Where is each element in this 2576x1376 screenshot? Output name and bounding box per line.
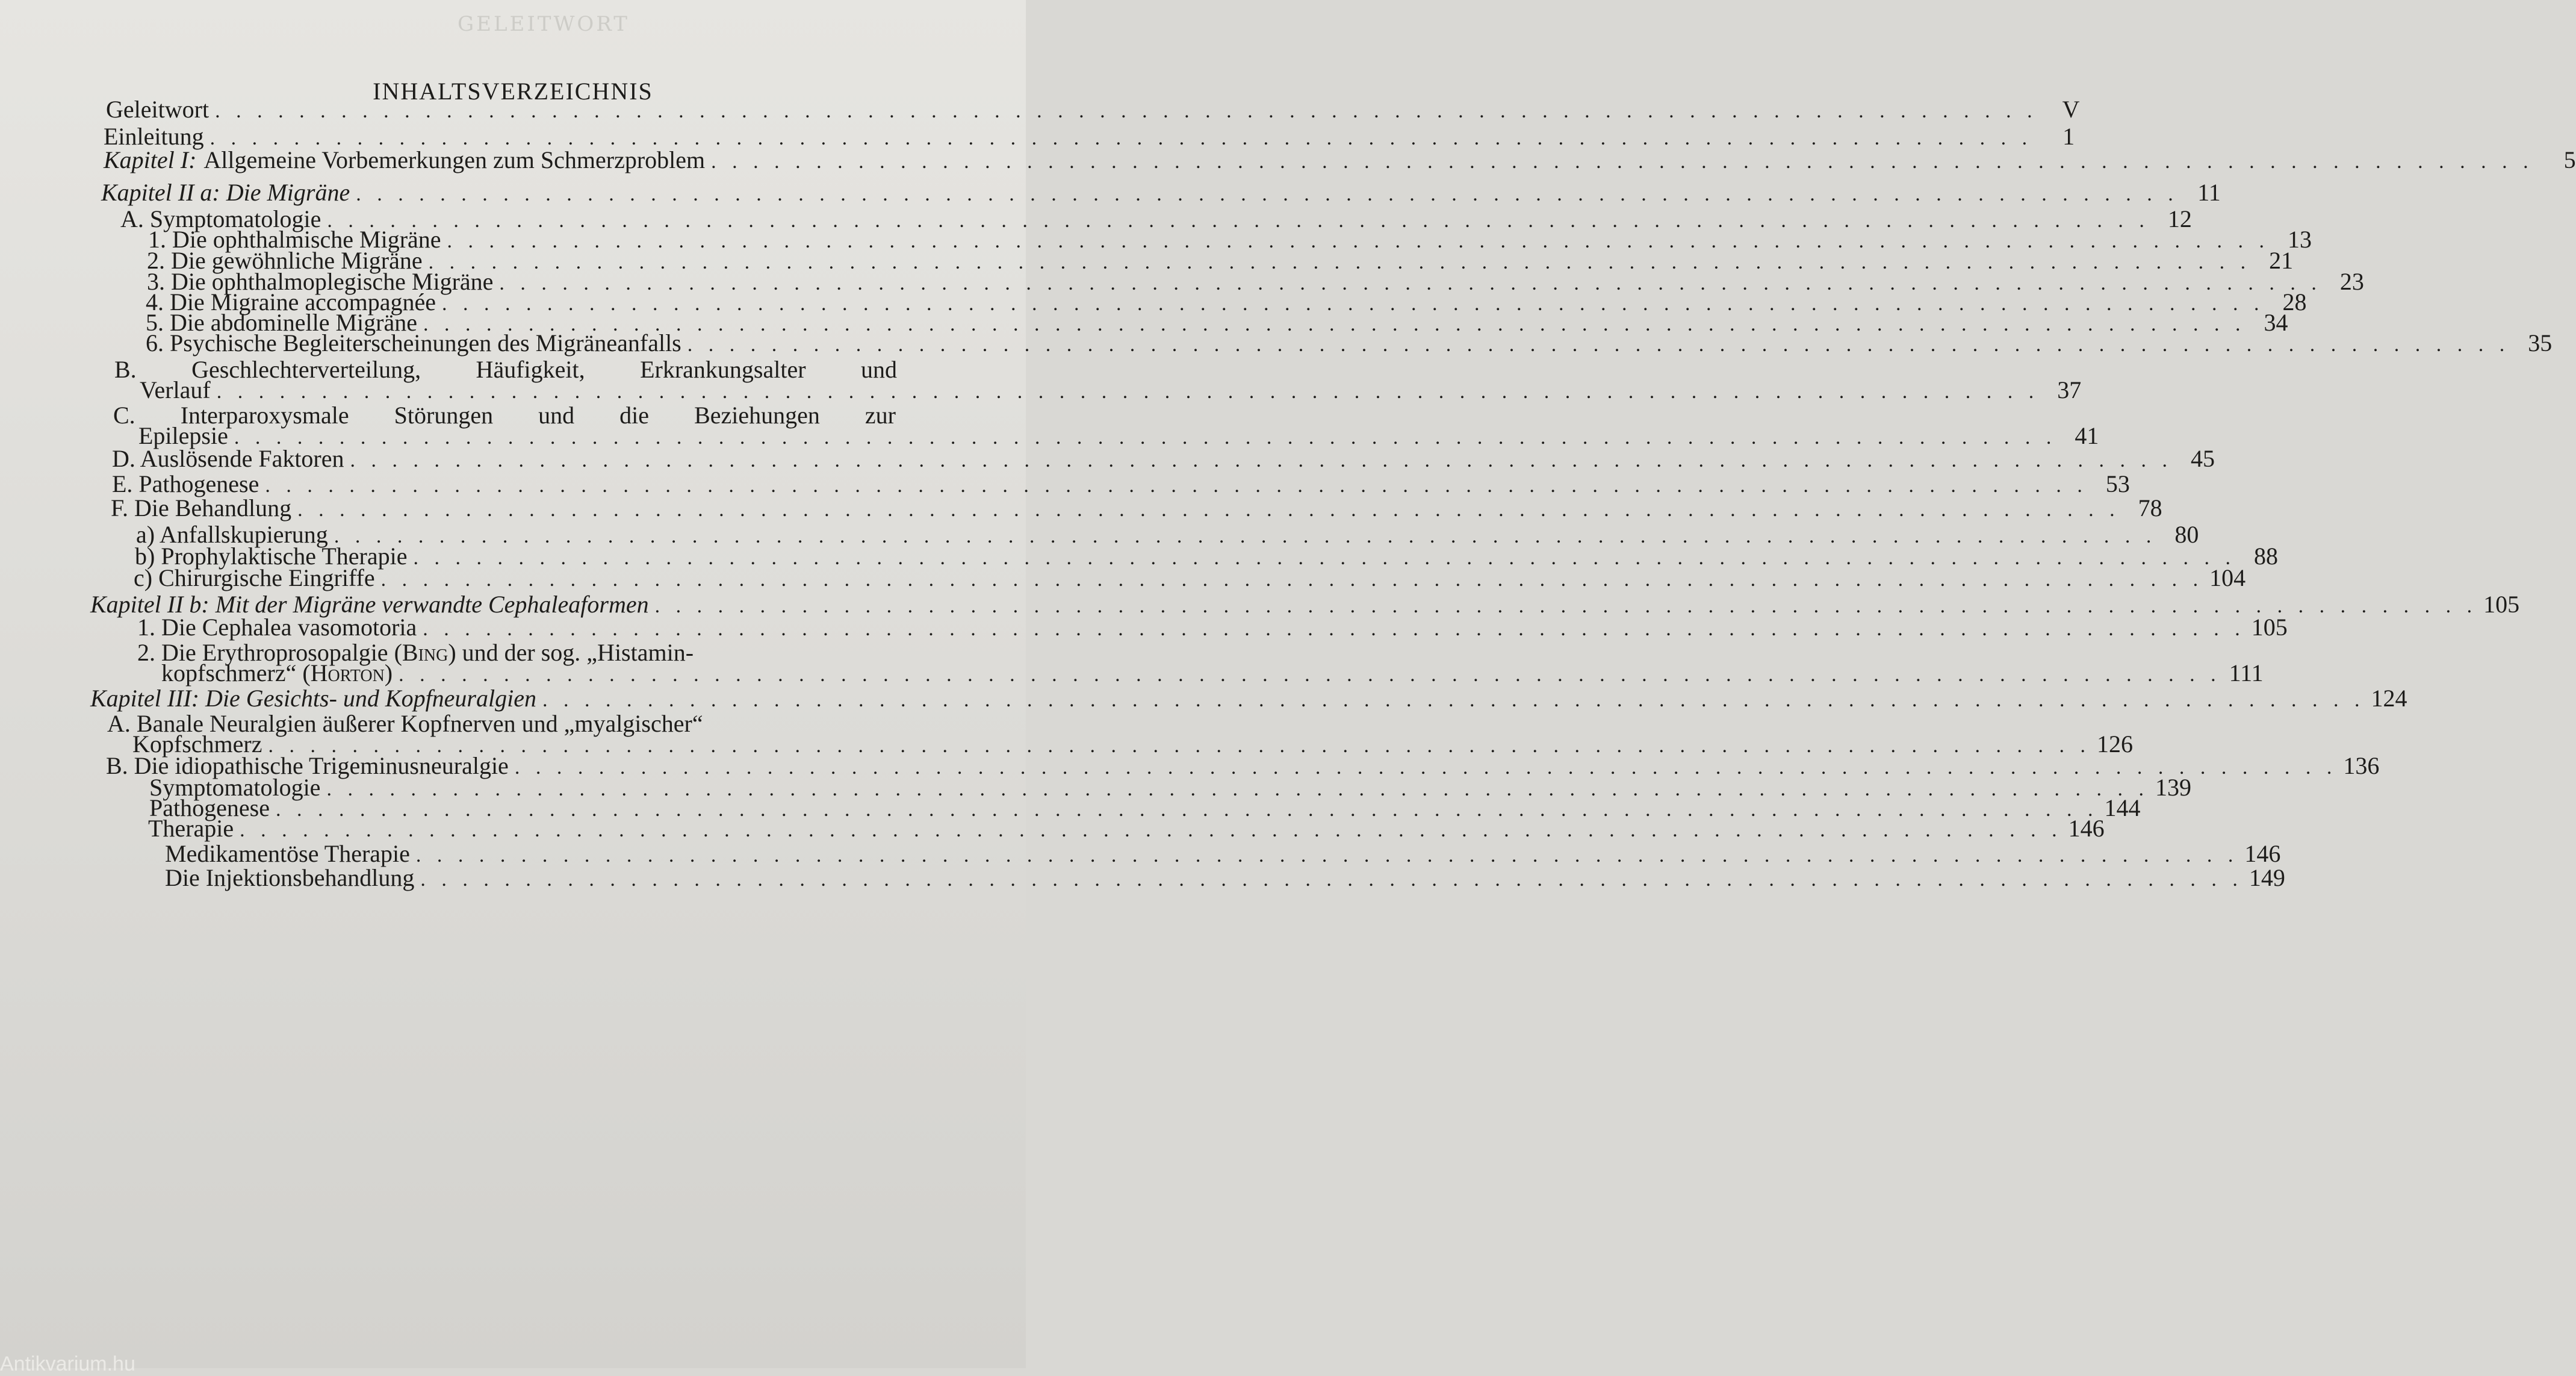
leader-dots: . . . . . . . . . . . . . . . . . . . . . . . . . . . . . . . . . . . . . . . . . . . . . . . . . . . . . . . . . . . . . . . . . . . . . . . . . . . . . . . . . . . . . . . xyxy=(542,689,2365,711)
leader-dots: . . . . . . . . . . . . . . . . . . . . . . . . . . . . . . . . . . . . . . . . . . . . . . . . . . . . . . . . . . . . . . . . . . . . . . . . . . . . . . . . . . . . . . . xyxy=(380,568,2204,591)
toc-entry-page: 34 xyxy=(2264,309,2288,336)
leader-dots: . . . . . . . . . . . . . . . . . . . . . . . . . . . . . . . . . . . . . . . . . . . . . . . . . . . . . . . . . . . . . . . . . . . . . . . . . . . . . . . . . . . . . . . xyxy=(499,272,2322,294)
toc-entry-page: 111 xyxy=(2229,659,2264,686)
toc-entry-page: 41 xyxy=(2075,422,2099,449)
toc-entry-k3b3b[interactable] xyxy=(165,864,2285,894)
toc-entry-page: 104 xyxy=(2209,564,2246,591)
leader-dots: . . . . . . . . . . . . . . . . . . . . . . . . . . . . . . . . . . . . . . . . . . . . . . . . . . . . . . . . . . . . . . . . . . . . . . . . . . . . . . . . . . . . . . . xyxy=(399,664,2221,686)
leader-dots: . . . . . . . . . . . . . . . . . . . . . . . . . . . . . . . . . . . . . . . . . . . . . . . . . . . . . . . . . . . . . . . . . . . . . . . . . . . . . . . . . . . . . . . xyxy=(265,475,2088,497)
toc-entry-page: 149 xyxy=(2249,864,2285,891)
toc-entry-label: A. Banale Neuralgien äußerer Kopfnerven und „myalgischer“ xyxy=(107,710,703,737)
toc-entry-label: Die Injektionsbehandlung xyxy=(165,864,415,891)
leader-dots: . . . . . . . . . . . . . . . . . . . . . . . . . . . . . . . . . . . . . . . . . . . . . . . . . . . . . . . . . . . . . . . . . . . . . . . . . . . . . . . . . . . . . . . xyxy=(423,313,2246,335)
toc-entry-label: 1. Die Cephalea vasomotoria xyxy=(137,614,417,641)
leader-dots: . . . . . . . . . . . . . . . . . . . . . . . . . . . . . . . . . . . . . . . . . . . . . . . . . . . . . . . . . . . . . . . . . . . . . . . . . . . . . . . . . . . . . . . xyxy=(428,251,2252,273)
leader-dots: . . . . . . . . . . . . . . . . . . . . . . . . . . . . . . . . . . . . . . . . . . . . . . . . . . . . . . . . . . . . . . . . . . . . . . . . . . . . . . . . . . . . . . . xyxy=(209,127,2033,149)
leader-dots: . . . . . . . . . . . . . . . . . . . . . . . . . . . . . . . . . . . . . . . . . . . . . . . . . . . . . . . . . . . . . . . . . . . . . . . . . . . . . . . . . . . . . . . xyxy=(442,293,2265,315)
toc-entry-label: Pathogenese xyxy=(149,794,270,821)
toc-entry-label: Symptomatologie xyxy=(149,774,321,801)
toc-entry-page: 21 xyxy=(2269,247,2294,274)
leader-dots: . . . . . . . . . . . . . . . . . . . . . . . . . . . . . . . . . . . . . . . . . . . . . . . . . . . . . . . . . . . . . . . . . . . . . . . . . . . . . . . . . . . . . . . xyxy=(423,618,2245,640)
toc-entry-page: 45 xyxy=(2191,445,2215,472)
leader-dots: . . . . . . . . . . . . . . . . . . . . . . . . . . . . . . . . . . . . . . . . . . . . . . . . . . . . . . . . . . . . . . . . . . . . . . . . . . . . . . . . . . . . . . . xyxy=(514,756,2338,779)
author-name: Bing xyxy=(402,639,448,666)
toc-entry-page: 139 xyxy=(2155,774,2191,801)
toc-entry-label: 2. Die gewöhnliche Migräne xyxy=(147,247,423,274)
toc-entry-label: Kopfschmerz xyxy=(132,730,262,758)
toc-entry-label: 3. Die ophthalmoplegische Migräne xyxy=(147,268,494,295)
toc-entry-page: 53 xyxy=(2105,470,2130,497)
toc-entry-page: 35 xyxy=(2528,329,2553,356)
leader-dots: . . . . . . . . . . . . . . . . . . . . . . . . . . . . . . . . . . . . . . . . . . . . . . . . . . . . . . . . . . . . . . . . . . . . . . . . . . . . . . . . . . . . . . . xyxy=(297,499,2120,521)
toc-entry-page: 13 xyxy=(2288,226,2312,253)
toc-entry-page: 146 xyxy=(2244,840,2281,867)
toc-entry-page: 144 xyxy=(2104,794,2141,821)
toc-entry-label: Kapitel II a: Die Migräne xyxy=(101,179,350,206)
author-name: Horton xyxy=(310,659,385,686)
toc-entry-label: E. Pathogenese xyxy=(112,470,259,497)
leader-dots: . . . . . . . . . . . . . . . . . . . . . . . . . . . . . . . . . . . . . . . . . . . . . . . . . . . . . . . . . . . . . . . . . . . . . . . . . . . . . . . . . . . . . . . xyxy=(415,844,2239,867)
toc-entry-label: 1. Die ophthalmische Migräne xyxy=(148,226,441,253)
toc-entry-label: Verlauf xyxy=(140,376,211,403)
toc-entry-label: A. Symptomatologie xyxy=(120,205,321,232)
toc-entry-kapitel-1[interactable] xyxy=(104,146,2576,176)
toc-entry-label: B. Die idiopathische Trigeminusneuralgie xyxy=(106,752,509,779)
leader-dots: . . . . . . . . . . . . . . . . . . . . . . . . . . . . . . . . . . . . . . . . . . . . . . . . . . . . . . . . . . . . . . . . . . . . . . . . . . . . . . . . . . . . . . . xyxy=(413,547,2236,569)
toc-entry-page: 11 xyxy=(2197,179,2221,206)
leader-dots: . . . . . . . . . . . . . . . . . . . . . . . . . . . . . . . . . . . . . . . . . . . . . . . . . . . . . . . . . . . . . . . . . . . . . . . . . . . . . . . . . . . . . . . xyxy=(687,334,2510,356)
toc-entry-page: 23 xyxy=(2339,268,2364,295)
toc-entry-label: F. Die Behandlung xyxy=(111,494,292,521)
leader-dots: . . . . . . . . . . . . . . . . . . . . . . . . . . . . . . . . . . . . . . . . . . . . . . . . . . . . . . . . . . . . . . . . . . . . . . . . . . . . . . . . . . . . . . . xyxy=(215,100,2038,122)
toc-entry-label: 4. Die Migraine accompagnée xyxy=(146,288,436,316)
leader-dots: . . . . . . . . . . . . . . . . . . . . . . . . . . . . . . . . . . . . . . . . . . . . . . . . . . . . . . . . . . . . . . . . . . . . . . . . . . . . . . . . . . . . . . . xyxy=(216,381,2040,403)
toc-entry-label: B. Geschlechterverteilung, Häufigkeit, Erkrankungsalter und xyxy=(114,356,897,383)
toc-entry-label: Therapie xyxy=(148,815,234,842)
toc-entry-label: C. Interparoxysmale Störungen und die Beziehungen zur xyxy=(113,402,896,429)
chapter-label: Kapitel I: xyxy=(104,146,197,173)
toc-entry-label-a: 2. Die Erythroprosopalgie ( xyxy=(137,639,402,666)
toc-entry-label-b: ) und der sog. „Histamin- xyxy=(448,639,694,666)
page-title: INHALTSVERZEICHNIS xyxy=(373,78,653,105)
toc-entry-page: 1 xyxy=(2062,123,2075,150)
toc-entry-label: D. Auslösende Faktoren xyxy=(112,445,344,472)
toc-entry-label: Allgemeine Vorbemerkungen zum Schmerzproblem xyxy=(203,146,706,173)
toc-entry-page: 88 xyxy=(2253,543,2278,570)
toc-entry-page: 124 xyxy=(2371,685,2407,712)
leader-dots: . . . . . . . . . . . . . . . . . . . . . . . . . . . . . . . . . . . . . . . . . . . . . . . . . . . . . . . . . . . . . . . . . . . . . . . . . . . . . . . . . . . . . . . xyxy=(334,525,2157,547)
leader-dots: . . . . . . . . . . . . . . . . . . . . . . . . . . . . . . . . . . . . . . . . . . . . . . . . . . . . . . . . . . . . . . . . . . . . . . . . . . . . . . . . . . . . . . . xyxy=(711,151,2534,173)
leader-dots: . . . . . . . . . . . . . . . . . . . . . . . . . . . . . . . . . . . . . . . . . . . . . . . . . . . . . . . . . . . . . . . . . . . . . . . . . . . . . . . . . . . . . . . xyxy=(268,735,2091,757)
toc-entry-label: Geleitwort xyxy=(106,96,209,123)
leader-dots: . . . . . . . . . . . . . . . . . . . . . . . . . . . . . . . . . . . . . . . . . . . . . . . . . . . . . . . . . . . . . . . . . . . . . . . . . . . . . . . . . . . . . . . xyxy=(654,595,2478,617)
toc-entry-page: 146 xyxy=(2068,815,2105,842)
toc-entry-page: 5 xyxy=(2563,146,2576,173)
toc-entry-label: Medikamentöse Therapie xyxy=(165,840,410,867)
toc-entry-page: 12 xyxy=(2167,205,2192,232)
toc-entry-page: 105 xyxy=(2483,591,2520,618)
leader-dots: . . . . . . . . . . . . . . . . . . . . . . . . . . . . . . . . . . . . . . . . . . . . . . . . . . . . . . . . . . . . . . . . . . . . . . . . . . . . . . . . . . . . . . . xyxy=(326,778,2149,800)
leader-dots: . . . . . . . . . . . . . . . . . . . . . . . . . . . . . . . . . . . . . . . . . . . . . . . . . . . . . . . . . . . . . . . . . . . . . . . . . . . . . . . . . . . . . . . xyxy=(356,183,2179,205)
toc-entry-label: Kapitel II b: Mit der Migräne verwandte Cephaleaformen xyxy=(90,591,649,618)
toc-entry-label-b: ) xyxy=(384,659,393,686)
leader-dots: . . . . . . . . . . . . . . . . . . . . . . . . . . . . . . . . . . . . . . . . . . . . . . . . . . . . . . . . . . . . . . . . . . . . . . . . . . . . . . . . . . . . . . . xyxy=(234,426,2057,449)
toc-entry-page: 80 xyxy=(2174,521,2199,548)
leader-dots: . . . . . . . . . . . . . . . . . . . . . . . . . . . . . . . . . . . . . . . . . . . . . . . . . . . . . . . . . . . . . . . . . . . . . . . . . . . . . . . . . . . . . . . xyxy=(240,819,2062,841)
watermark: Antikvarium.hu xyxy=(0,1353,135,1375)
leader-dots: . . . . . . . . . . . . . . . . . . . . . . . . . . . . . . . . . . . . . . . . . . . . . . . . . . . . . . . . . . . . . . . . . . . . . . . . . . . . . . . . . . . . . . . xyxy=(447,230,2270,252)
toc-entry-label: Einleitung xyxy=(104,123,204,150)
leader-dots: . . . . . . . . . . . . . . . . . . . . . . . . . . . . . . . . . . . . . . . . . . . . . . . . . . . . . . . . . . . . . . . . . . . . . . . . . . . . . . . . . . . . . . . xyxy=(420,868,2243,891)
toc-entry-label: Epilepsie xyxy=(138,422,228,449)
toc-entry-page: V xyxy=(2062,96,2080,123)
toc-entry-page: 78 xyxy=(2138,494,2162,521)
toc-entry-label: c) Chirurgische Eingriffe xyxy=(134,564,375,591)
toc-entry-page: 136 xyxy=(2343,752,2380,779)
toc-entry-page: 28 xyxy=(2282,288,2307,316)
toc-entry-page: 105 xyxy=(2251,614,2288,641)
toc-entry-label: 6. Psychische Begleiterscheinungen des Migräneanfalls xyxy=(146,329,681,356)
toc-entry-page: 126 xyxy=(2096,730,2133,758)
toc-entry-label: 5. Die abdominelle Migräne xyxy=(146,309,417,336)
toc-entry-label: b) Prophylaktische Therapie xyxy=(135,543,408,570)
toc-entry-geleitwort[interactable] xyxy=(106,95,2080,126)
bleed-through-heading: GELEITWORT xyxy=(458,12,630,36)
toc-entry-label-a: kopfschmerz“ ( xyxy=(161,659,311,686)
leader-dots: . . . . . . . . . . . . . . . . . . . . . . . . . . . . . . . . . . . . . . . . . . . . . . . . . . . . . . . . . . . . . . . . . . . . . . . . . . . . . . . . . . . . . . . xyxy=(350,449,2173,472)
leader-dots: . . . . . . . . . . . . . . . . . . . . . . . . . . . . . . . . . . . . . . . . . . . . . . . . . . . . . . . . . . . . . . . . . . . . . . . . . . . . . . . . . . . . . . . xyxy=(327,210,2150,232)
leader-dots: . . . . . . . . . . . . . . . . . . . . . . . . . . . . . . . . . . . . . . . . . . . . . . . . . . . . . . . . . . . . . . . . . . . . . . . . . . . . . . . . . . . . . . . xyxy=(275,799,2099,821)
toc-entry-label: a) Anfallskupierung xyxy=(136,521,328,548)
toc-entry-page: 37 xyxy=(2057,376,2082,403)
toc-entry-label: Kapitel III: Die Gesichts- und Kopfneuralgien xyxy=(90,685,536,712)
